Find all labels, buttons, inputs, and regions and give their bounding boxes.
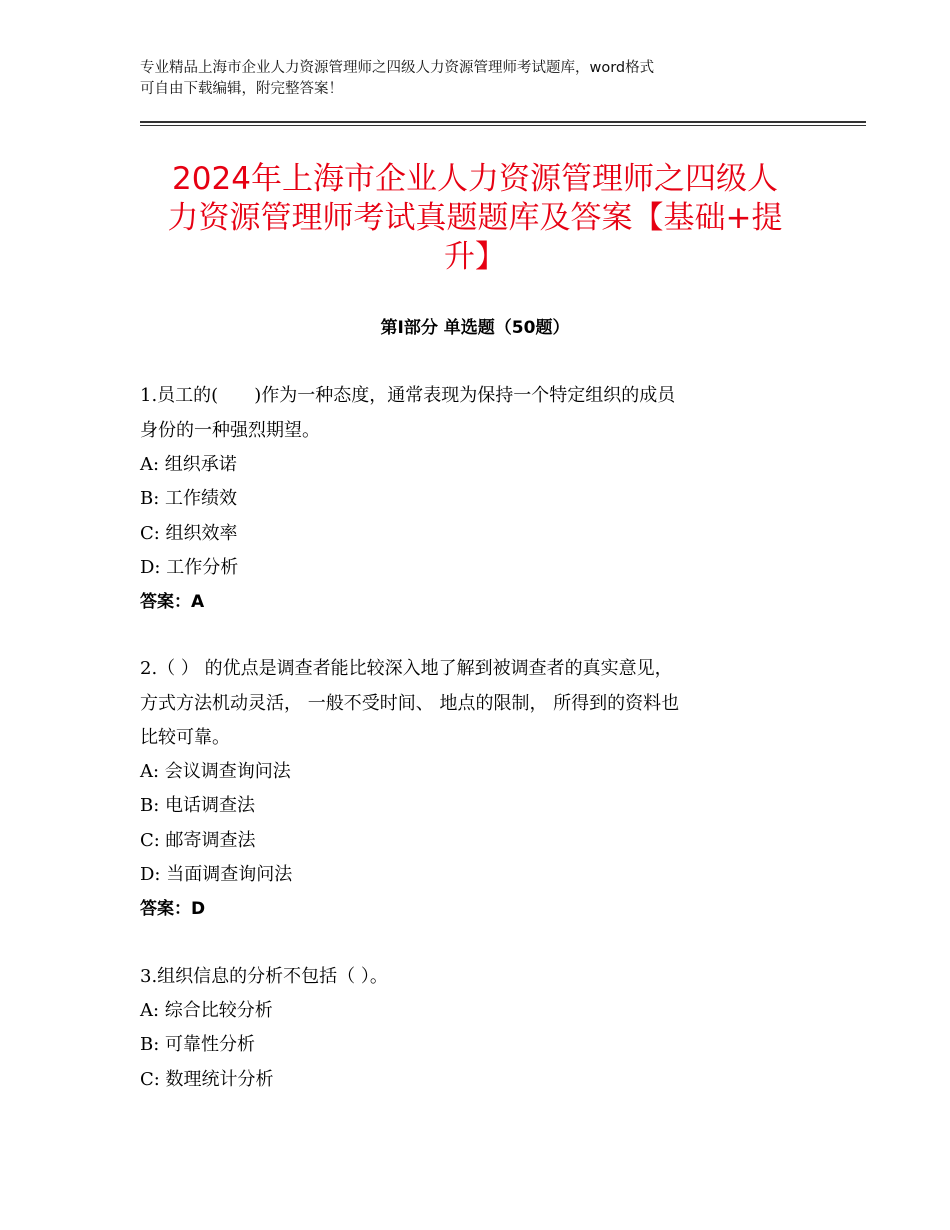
question-3-option-b: B: 可靠性分析 bbox=[140, 1034, 256, 1055]
question-2-option-c: C: 邮寄调查法 bbox=[140, 830, 256, 851]
question-3-option-a: A: 综合比较分析 bbox=[140, 1000, 273, 1021]
question-1-option-b: B: 工作绩效 bbox=[140, 488, 238, 509]
question-1-option-c: C: 组织效率 bbox=[140, 523, 238, 544]
header-note-line-2: 可自由下载编辑，附完整答案！ bbox=[140, 81, 343, 97]
header-divider bbox=[140, 121, 866, 126]
header-note bbox=[140, 58, 820, 100]
header-note-line-1: 专业精品上海市企业人力资源管理师之四级人力资源管理师考试题库，word格式 bbox=[140, 60, 655, 76]
question-1-stem-line-1: 1.员工的( )作为一种态度，通常表现为保持一个特定组织的成员 bbox=[140, 385, 676, 406]
question-2-stem-line-3: 比较可靠。 bbox=[140, 727, 230, 748]
document-title-line-1: 2024年上海市企业人力资源管理师之四级人 bbox=[172, 161, 778, 197]
question-1-stem-line-2: 身份的一种强烈期望。 bbox=[140, 420, 320, 441]
question-2-answer: 答案：D bbox=[140, 899, 206, 919]
question-1-option-a: A: 组织承诺 bbox=[140, 454, 237, 475]
question-3-stem-line-1: 3.组织信息的分析不包括（ ）。 bbox=[140, 966, 388, 987]
document-title bbox=[120, 160, 830, 277]
question-3-option-c: C: 数理统计分析 bbox=[140, 1069, 274, 1090]
question-2-option-a: A: 会议调查询问法 bbox=[140, 761, 291, 782]
question-2-stem-line-1: 2.（ ） 的优点是调查者能比较深入地了解到被调查者的真实意见， bbox=[140, 658, 673, 679]
section-heading: 第Ⅰ部分 单选题（50题） bbox=[380, 318, 570, 338]
question-1-answer: 答案：A bbox=[140, 592, 205, 612]
question-2-option-d: D: 当面调查询问法 bbox=[140, 864, 293, 885]
question-2-stem-line-2: 方式方法机动灵活， 一般不受时间、 地点的限制， 所得到的资料也 bbox=[140, 693, 680, 714]
question-1-option-d: D: 工作分析 bbox=[140, 557, 239, 578]
document-title-line-2: 力资源管理师考试真题题库及答案【基础+提 bbox=[167, 200, 783, 236]
document-title-line-3: 升】 bbox=[444, 239, 506, 275]
question-2-option-b: B: 电话调查法 bbox=[140, 795, 256, 816]
